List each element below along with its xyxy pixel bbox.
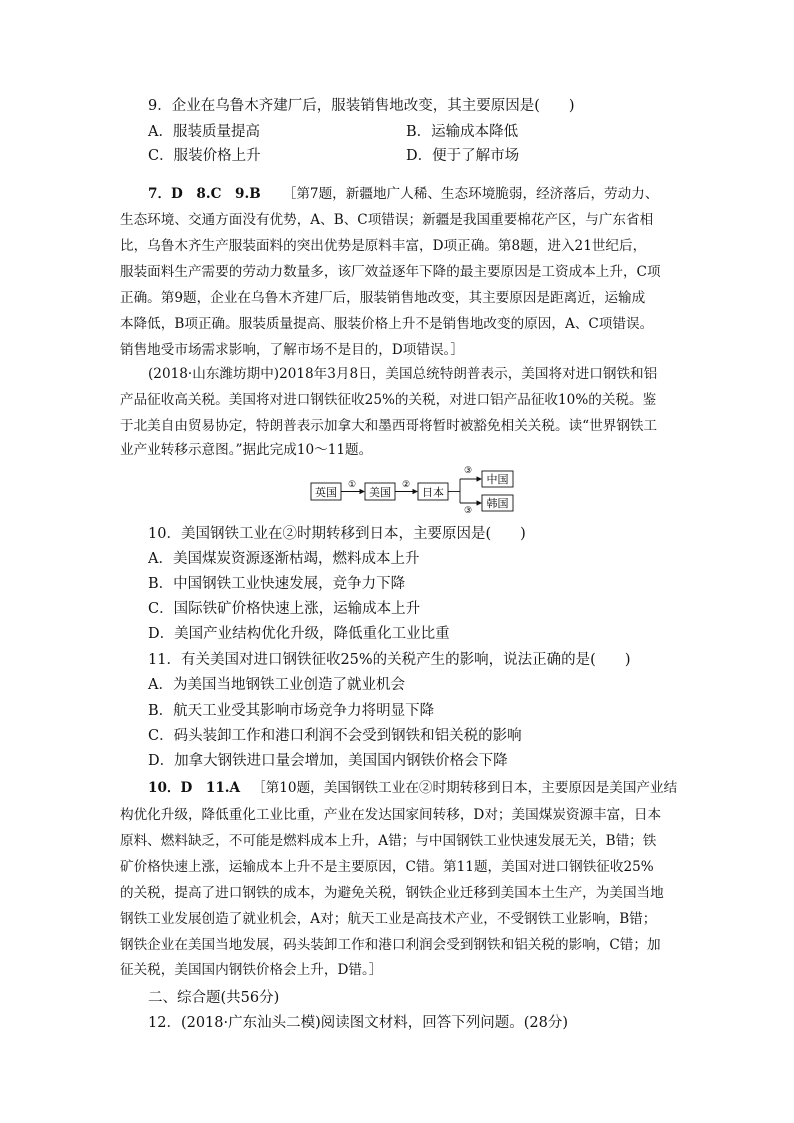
steel-industry-transfer-diagram	[310, 464, 520, 514]
q11-option-a: A．为美国当地钢铁工业创造了就业机会	[148, 677, 405, 693]
q11-stem: 11．有关美国对进口钢铁征收25%的关税产生的影响，说法正确的是( )	[148, 652, 631, 668]
q10-option-b: B．中国钢铁工业快速发展，竞争力下降	[148, 576, 406, 592]
q10-option-c: C．国际铁矿价格快速上涨，运输成本上升	[148, 601, 421, 617]
q9-option-d: D．便于了解市场	[406, 148, 520, 164]
q10-option-a: A．美国煤炭资源逐渐枯竭，燃料成本上升	[148, 551, 420, 567]
node-china	[482, 471, 513, 487]
answer-text-line: 比，乌鲁木齐生产服装面料的突出优势是原料丰富，D项正确。第8题，进入21世纪后，	[120, 238, 647, 254]
node-korea	[482, 495, 513, 511]
q9-option-a: A．服装质量提高	[148, 124, 260, 140]
q11-option-c: C．码头装卸工作和港口利润不会受到钢铁和铝关税的影响	[148, 728, 522, 744]
node-label: 美国	[369, 486, 391, 499]
q9-option-c: C．服装价格上升	[148, 148, 261, 164]
answer-7-9-first-line	[148, 184, 658, 204]
arrow-label: ③	[463, 466, 473, 476]
answer-text-line: 服装面料生产需要的劳动力数量多，该厂效益逐年下降的最主要原因是工资成本上升，C项	[120, 264, 661, 280]
answer-text-line: 征关税，美国国内钢铁价格会上升，D错。］	[120, 962, 383, 978]
node-label: 韩国	[486, 497, 509, 510]
answer-text-line: ［第7题，新疆地广人稀、生态环境脆弱，经济落后，劳动力、	[282, 186, 659, 202]
answer-text-line: 销售地受市场需求影响，了解市场不是目的，D项错误。］	[120, 342, 464, 358]
q11-option-b: B．航天工业受其影响市场竞争力将明显下降	[148, 703, 435, 719]
material-line: 于北美自由贸易协定，特朗普表示加拿大和墨西哥将暂时被豁免相关关税。读“世界钢铁工	[120, 418, 658, 434]
answer-text-line: 钢铁工业发展创造了就业机会，A对；航天工业是高技术产业，不受钢铁工业影响，B错；	[120, 911, 657, 927]
answer-text-line: 正确。第9题，企业在乌鲁木齐建厂后，服装销售地改变，其主要原因是距离近，运输成	[120, 290, 646, 306]
node-label: 英国	[315, 486, 337, 499]
answer-text-line: 矿价格快速上涨，运输成本上升不是主要原因，C错。第11题，美国对进口钢铁征收25%	[120, 859, 654, 875]
answer-text-line: 的关税，提高了进口钢铁的成本，为避免关税，钢铁企业迁移到美国本土生产，为美国当地	[120, 885, 664, 901]
material-line: 业产业转移示意图。”据此完成10～11题。	[120, 442, 373, 458]
answer-text-line: 本降低，B项正确。服装质量提高、服装价格上升不是销售地改变的原因，A、C项错误。	[120, 316, 654, 332]
node-label: 中国	[486, 473, 509, 486]
answer-key-10-11: 10．D 11.A	[148, 780, 241, 796]
node-usa	[365, 483, 395, 500]
q9-option-b: B．运输成本降低	[406, 124, 519, 140]
q11-option-d: D．加拿大钢铁进口量会增加，美国国内钢铁价格会下降	[148, 753, 508, 769]
answer-text-line: 原料、燃料缺乏，不可能是燃料成本上升，A错；与中国钢铁工业快速发展无关，B错；铁	[120, 833, 657, 849]
material-line: (2018·山东潍坊期中)2018年3月8日，美国总统特朗普表示，美国将对进口钢铁和铝	[148, 366, 658, 382]
arrow-label: ②	[401, 480, 411, 490]
answer-text-line: 生态环境、交通方面没有优势，A、B、C项错误；新疆是我国重要棉花产区，与广东省相	[120, 212, 654, 228]
node-uk	[311, 483, 341, 500]
answer-text-line: 钢铁企业在美国当地发展，码头装卸工作和港口利润会受到钢铁和铝关税的影响，C错；加	[120, 937, 661, 953]
material-line: 产品征收高关税。美国将对进口钢铁征收25%的关税，对进口铝产品征收10%的关税。鉴	[120, 392, 657, 408]
answer-text-line: 构优化升级，降低重化工业比重，产业在发达国家间转移，D对；美国煤炭资源丰富，日本	[120, 807, 662, 823]
q10-option-d: D．美国产业结构优化升级，降低重化工业比重	[148, 626, 450, 642]
q12-stem: 12．(2018·广东汕头二模)阅读图文材料，回答下列问题。(28分)	[148, 1015, 569, 1031]
arrow-label: ③	[463, 506, 473, 514]
q9-stem: 9．企业在乌鲁木齐建厂后，服装销售地改变，其主要原因是( )	[148, 98, 575, 114]
answer-key-7-9: 7．D 8.C 9.B	[148, 186, 261, 202]
node-label: 日本	[422, 486, 444, 499]
answer-text-line: ［第10题，美国钢铁工业在②时期转移到日本，主要原因是美国产业结	[252, 780, 678, 796]
answer-10-11-first-line	[148, 778, 677, 798]
q10-stem: 10．美国钢铁工业在②时期转移到日本，主要原因是( )	[148, 526, 526, 542]
arrow-label: ①	[347, 480, 357, 490]
node-japan	[418, 483, 448, 500]
section-heading: 二、综合题(共56分)	[148, 990, 280, 1006]
